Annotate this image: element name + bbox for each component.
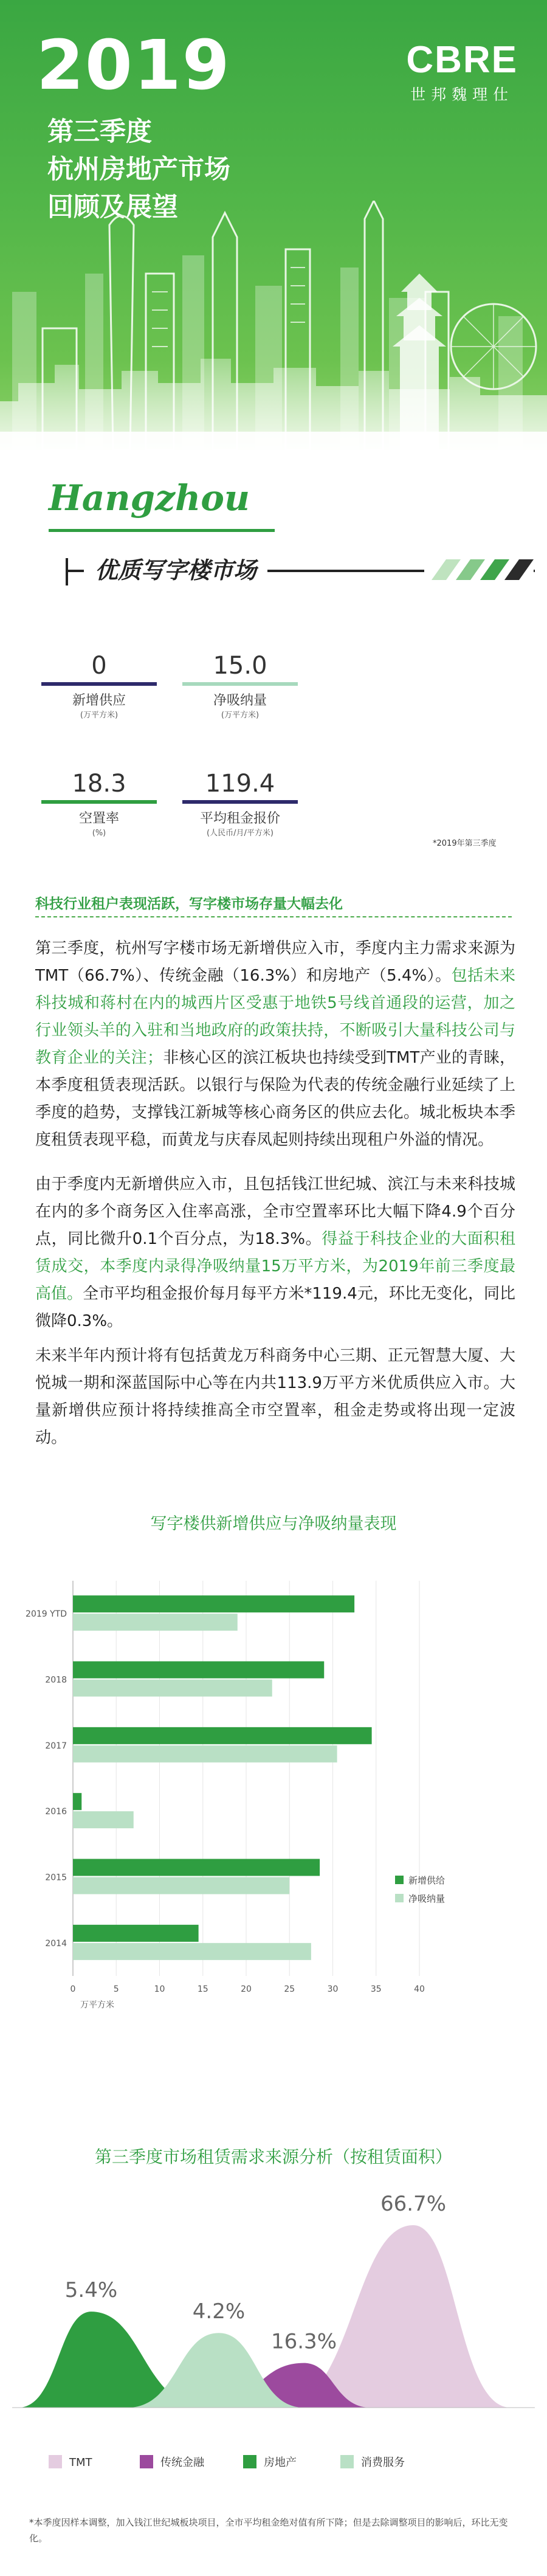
city-name: Hangzhou — [49, 477, 250, 519]
bar-net-absorption — [73, 1943, 311, 1960]
x-axis-label: 万平方米 — [80, 2000, 114, 2010]
paragraph-highlight: 包括未来科技城和蒋村在内的城西片区受惠于地铁5号线首通段的运营，加之行业领头羊的入驻和当地政府的政策扶持，不断吸引大量科技公司与教育企业的关注； — [35, 967, 515, 1067]
kpi-value: 15.0 — [213, 652, 267, 680]
x-tick-label: 35 — [370, 1984, 382, 1994]
footnote: *本季度因样本调整，加入钱江世纪城板块项目，全市平均租金绝对值有所下降；但是去除调整项目的影响后，环比无变化。 — [29, 2517, 508, 2544]
legend-label: TMT — [69, 2456, 92, 2469]
kpi-average-rent — [182, 770, 298, 839]
legend-swatch — [140, 2455, 153, 2468]
category-label: 2014 — [45, 1938, 67, 1949]
data-label: 16.3% — [270, 2329, 337, 2354]
data-label: 66.7% — [380, 2192, 447, 2216]
kpi-new-supply — [41, 652, 157, 721]
legend-label: 新增供给 — [408, 1875, 446, 1886]
kpi-label: 净吸纳量 — [213, 693, 267, 708]
city-skyline-illustration — [0, 201, 547, 450]
supply-absorption-bar-chart — [0, 1556, 547, 2061]
legend-swatch — [395, 1876, 404, 1884]
data-label: 4.2% — [192, 2299, 246, 2324]
kpi-vacancy-rate — [41, 770, 157, 839]
legend-swatch — [395, 1894, 404, 1902]
kpi-value: 119.4 — [205, 770, 275, 798]
brand-logo — [406, 41, 518, 105]
city-section-header — [0, 450, 547, 596]
kpi-unit: (人民币/月/平方米) — [207, 829, 274, 838]
x-tick-label: 5 — [113, 1984, 119, 1994]
x-tick-label: 30 — [327, 1984, 339, 1994]
legend-label: 房地产 — [264, 2456, 297, 2469]
kpi-bar — [41, 800, 157, 804]
paragraph-outlook: 未来半年内预计将有包括黄龙万科商务中心三期、正元智慧大厦、大悦城一期和深蓝国际中心等在内共113.9万平方米优质供应入市。大量新增供应预计将持续推高全市空置率，租金走势或将出现一定波动。 — [35, 1347, 515, 1447]
category-label: 2016 — [45, 1807, 67, 1817]
legend-swatch — [49, 2455, 62, 2468]
office-market-title: 优质写字楼市场 — [84, 554, 267, 586]
kpi-net-absorption — [182, 652, 298, 721]
x-tick-label: 20 — [241, 1984, 252, 1994]
demand-source-chart-title: 第三季度市场租赁需求来源分析（按租赁面积） — [94, 2147, 452, 2167]
title-line-3: 回顾及展望 — [47, 192, 178, 223]
x-tick-label: 40 — [414, 1984, 425, 1994]
bar-net-absorption — [73, 1680, 272, 1697]
quarter-note: *2019年第三季度 — [433, 839, 497, 848]
paragraph-text: 由于季度内无新增供应入市，且包括钱江世纪城、滨江与未来科技城在内的多个商务区入住率高涨，全市空置率环比大幅下降4.9个百分点，同比微升0.1个百分点，为18.3%。 — [35, 1175, 515, 1248]
bar-new-supply — [73, 1925, 199, 1942]
bar-net-absorption — [73, 1614, 238, 1631]
bar-new-supply — [73, 1595, 354, 1612]
city-underline — [49, 529, 275, 532]
x-tick-label: 15 — [197, 1984, 208, 1994]
demand-source-area-chart — [0, 2177, 547, 2505]
title-line-1: 第三季度 — [47, 117, 152, 147]
title-line-2: 杭州房地产市场 — [47, 154, 230, 185]
report-year: 2019 — [36, 26, 231, 105]
kpi-label: 空置率 — [78, 811, 119, 826]
heading-stripes-icon — [424, 557, 534, 581]
paragraph-text: 非核心区的滨江板块也持续受到TMT产业的青睐，本季度租赁表现活跃。以银行与保险为代表的传统金融行业延续了上季度的趋势，支撑钱江新城等核心商务区的供应去化。城北板块本季度租赁表现平稳，而黄龙与庆春凤起则持续出现租户外溢的情况。 — [35, 1049, 515, 1149]
paragraph-text: 第三季度，杭州写字楼市场无新增供应入市，季度内主力需求来源为TMT（66.7%）、传统金融（16.3%）和房地产（5.4%）。 — [35, 939, 515, 985]
legend-swatch — [243, 2455, 256, 2468]
brand-subtitle: 世邦魏理仕 — [410, 86, 514, 103]
hero-banner — [0, 0, 547, 450]
kpi-bar — [182, 682, 298, 686]
paragraph-highlight: 得益于科技企业的大面积租赁成交，本季度内录得净吸纳量15万平方米，为2019年前三季度最高值。 — [35, 1230, 515, 1303]
x-tick-label: 0 — [70, 1984, 76, 1994]
paragraph-demand — [35, 935, 515, 1154]
legend-label: 消费服务 — [361, 2456, 405, 2469]
office-market-heading — [66, 553, 535, 587]
x-tick-label: 10 — [154, 1984, 165, 1994]
bar-net-absorption — [73, 1877, 289, 1894]
legend-label: 传统金融 — [160, 2456, 204, 2469]
kpi-label: 平均租金报价 — [199, 811, 280, 826]
kpi-value: 18.3 — [72, 770, 126, 798]
bar-new-supply — [73, 1859, 320, 1876]
category-label: 2015 — [45, 1873, 67, 1883]
category-label: 2019 YTD — [26, 1609, 67, 1620]
kpi-unit: (%) — [92, 829, 106, 838]
kpi-unit: (万平方米) — [80, 711, 119, 720]
kpi-bar — [182, 800, 298, 804]
supply-absorption-chart-title: 写字楼供新增供应与净吸纳量表现 — [150, 1514, 397, 1533]
x-tick-label: 25 — [284, 1984, 295, 1994]
bar-new-supply — [73, 1727, 372, 1744]
legend-swatch — [340, 2455, 354, 2468]
category-label: 2018 — [45, 1675, 67, 1685]
category-label: 2017 — [45, 1741, 67, 1751]
bar-net-absorption — [73, 1746, 337, 1763]
bar-new-supply — [73, 1793, 81, 1810]
kpi-value: 0 — [91, 652, 107, 680]
bar-new-supply — [73, 1662, 324, 1679]
paragraph-text: 全市平均租金报价每月每平方米*119.4元，环比无变化，同比微降0.3%。 — [35, 1285, 515, 1330]
legend-label: 净吸纳量 — [408, 1893, 446, 1904]
kpi-unit: (万平方米) — [221, 711, 260, 720]
subheading-divider — [35, 916, 512, 917]
kpi-bar — [41, 682, 157, 686]
kpi-label: 新增供应 — [72, 693, 126, 708]
bar-net-absorption — [73, 1811, 134, 1828]
paragraph-vacancy — [35, 1171, 515, 1335]
data-label: 5.4% — [64, 2278, 118, 2303]
brand-wordmark: CBRE — [406, 39, 518, 81]
section-subheading: 科技行业租户表现活跃，写字楼市场存量大幅去化 — [35, 896, 343, 912]
